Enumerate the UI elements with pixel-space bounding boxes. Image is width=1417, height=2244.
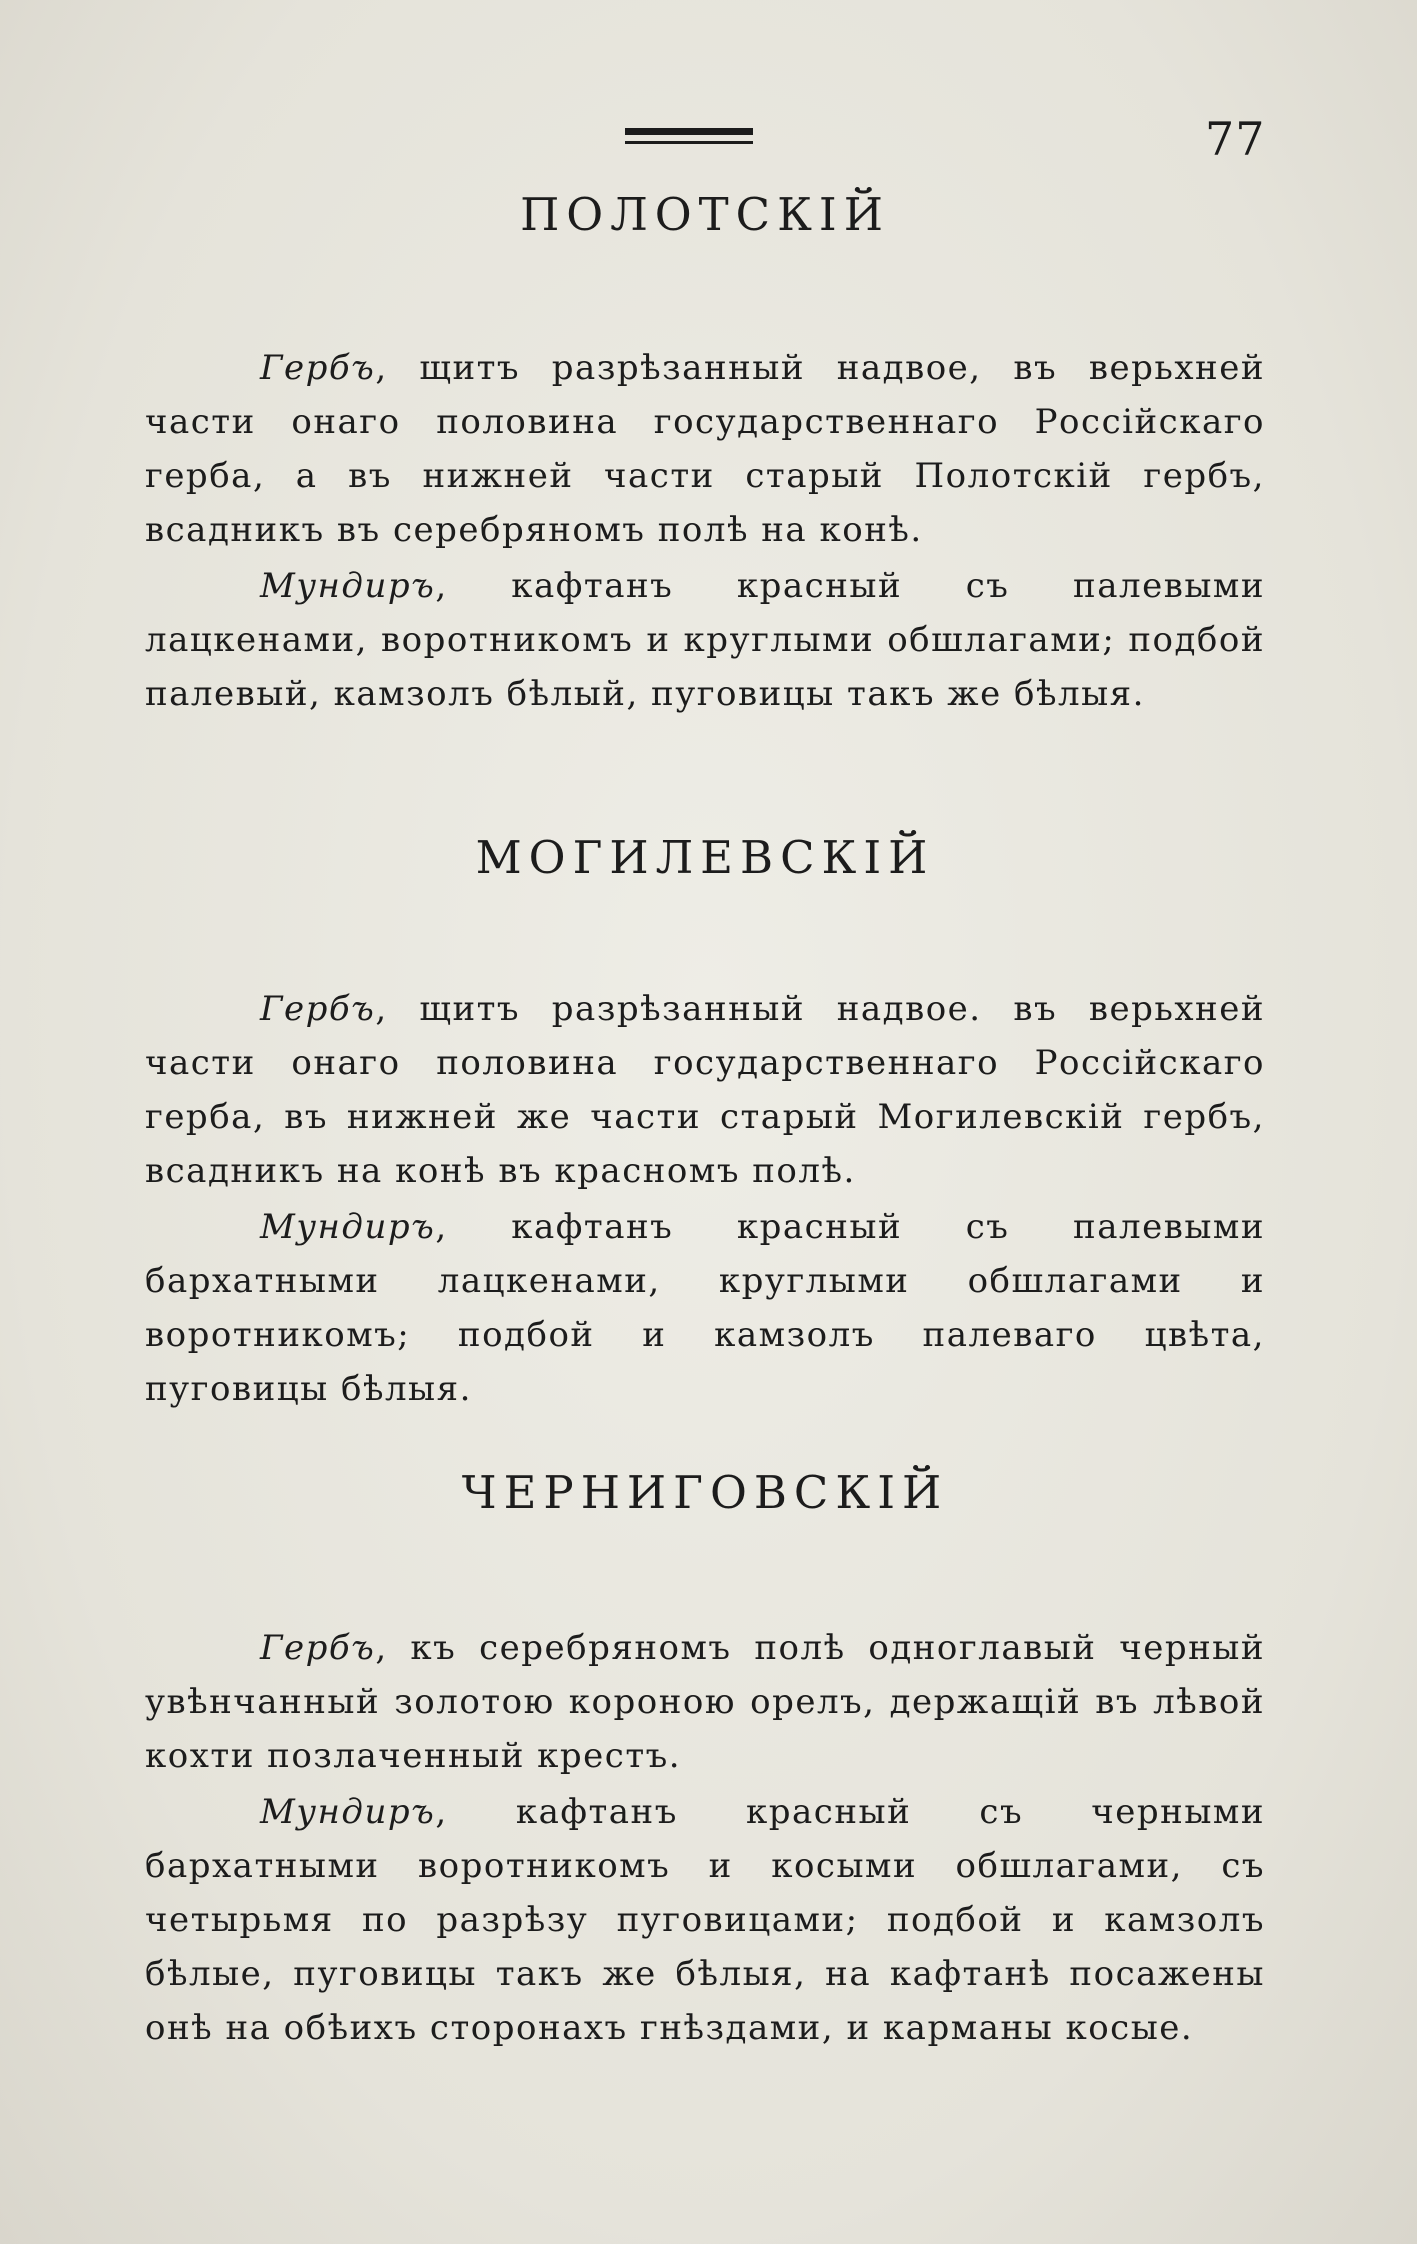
term: Мундиръ: [260, 1792, 436, 1832]
section-title: МОГИЛЕВСКІЙ: [475, 831, 935, 884]
paragraph-coat-of-arms: [145, 341, 1265, 557]
paragraph-uniform: [145, 559, 1265, 721]
section-title: ЧЕРНИГОВСКІЙ: [461, 1466, 949, 1519]
paragraph-coat-of-arms: [145, 982, 1265, 1198]
paragraph-text: , кафтанъ красный съ палевыми лацкенами, воротникомъ и круглыми обшлагами; подбой палевый, камзолъ бѣлый, пуговицы такъ же бѣлыя.: [145, 566, 1265, 714]
section-mogilev: [145, 831, 1265, 1416]
paragraph-uniform: [145, 1200, 1265, 1416]
paragraph-text: , кафтанъ красный съ черными бархатными воротникомъ и косыми обшлагами, съ четырьмя по разрѣзу пуговицами; подбой и камзолъ бѣлые, пуговицы такъ же бѣлыя, на кафтанѣ посажены онѣ на обѣихъ сторонахъ гнѣздами, и карманы косые.: [145, 1792, 1265, 2048]
term: Гербъ: [260, 1628, 376, 1668]
term: Гербъ: [260, 989, 376, 1029]
paragraph-text: , къ серебряномъ полѣ одноглавый черный увѣнчанный золотою короною орелъ, держащій въ лѣвой кохти позлаченный крестъ.: [145, 1628, 1265, 1776]
term: Гербъ: [260, 348, 376, 388]
section-polotsk: [145, 188, 1265, 721]
section-title: ПОЛОТСКІЙ: [520, 188, 890, 241]
paragraph-text: , кафтанъ красный съ палевыми бархатными лацкенами, круглыми обшлагами и воротникомъ; подбой и камзолъ палеваго цвѣта, пуговицы бѣлыя.: [145, 1207, 1265, 1409]
paragraph-text: , щитъ разрѣзанный надвое, въ верьхней части онаго половина государственнаго Россійскаго герба, а въ нижней части старый Полотскій гербъ, всадникъ въ серебряномъ полѣ на конѣ.: [145, 348, 1265, 550]
page-number: 77: [1205, 112, 1266, 166]
paragraph-coat-of-arms: [145, 1621, 1265, 1783]
paragraph-uniform: [145, 1785, 1265, 2055]
section-chernigov: [145, 1466, 1265, 2055]
paragraph-text: , щитъ разрѣзанный надвое. въ верьхней части онаго половина государственнаго Россійскаго герба, въ нижней же части старый Могилевскій гербъ, всадникъ на конѣ въ красномъ полѣ.: [145, 989, 1265, 1191]
term: Мундиръ: [260, 1207, 436, 1247]
term: Мундиръ: [260, 566, 436, 606]
header-rule: [625, 128, 753, 144]
